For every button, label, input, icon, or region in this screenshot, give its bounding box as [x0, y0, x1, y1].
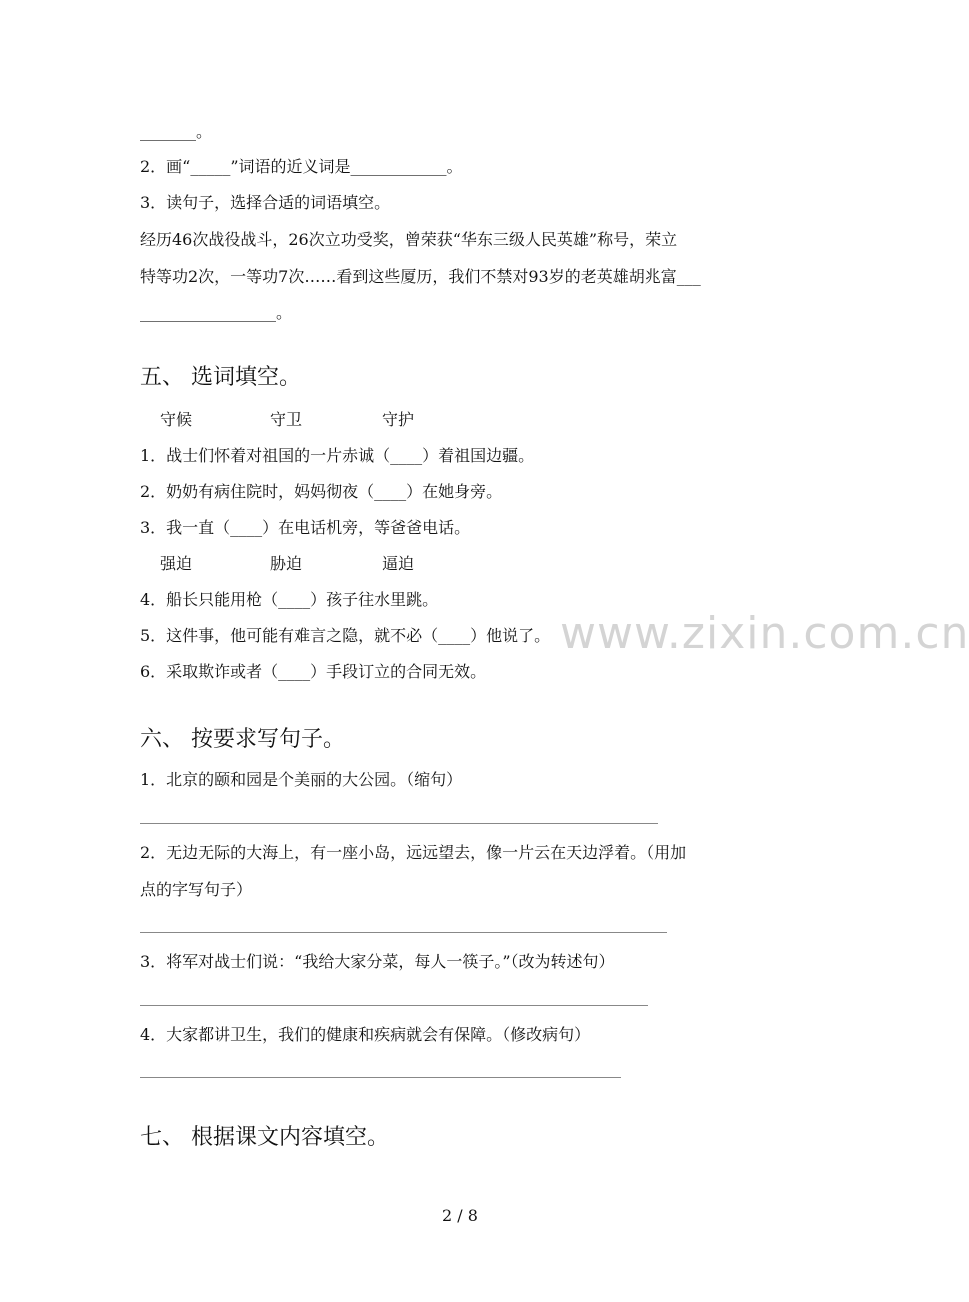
answer-line: [140, 1077, 621, 1078]
answer-line: [140, 823, 658, 824]
section-6-heading: 六、 按要求写句子。: [140, 727, 345, 752]
list-item: 5．这件事，他可能有难言之隐，就不必（____）他说了。: [140, 626, 551, 645]
question-2b: 点的字写句子）: [140, 880, 253, 899]
word-option: 逼迫: [382, 554, 415, 573]
word-option: 强迫: [160, 554, 193, 573]
question-2a: 2．无边无际的大海上，有一座小岛，远远望去，像一片云在天边浮着。（用加: [140, 843, 687, 862]
word-option: 守候: [160, 410, 193, 429]
list-item: 4．船长只能用枪（____）孩子往水里跳。: [140, 590, 439, 609]
section-5-heading: 五、 选词填空。: [140, 365, 301, 390]
question-4: 4．大家都讲卫生，我们的健康和疾病就会有保障。（修改病句）: [140, 1025, 591, 1044]
passage-line-1: 经历46次战役战斗，26次立功受奖，曾荣获“华东三级人民英雄”称号，荣立: [140, 230, 678, 249]
word-option: 守卫: [270, 410, 303, 429]
list-item: 6．采取欺诈或者（____）手段订立的合同无效。: [140, 662, 487, 681]
question-3: 3．将军对战士们说：“我给大家分菜，每人一筷子。”（改为转述句）: [140, 952, 615, 971]
answer-blank-line: _______。: [140, 122, 213, 141]
passage-line-3: _________________。: [140, 303, 293, 322]
question-2: 2．画“_____”词语的近义词是____________。: [140, 157, 463, 176]
word-option: 胁迫: [270, 554, 303, 573]
watermark: www.zixin.com.cn: [560, 608, 969, 659]
page-number: 2 / 8: [442, 1206, 478, 1225]
list-item: 1．战士们怀着对祖国的一片赤诚（____）着祖国边疆。: [140, 446, 535, 465]
question-1: 1．北京的颐和园是个美丽的大公园。（缩句）: [140, 770, 463, 789]
list-item: 2．奶奶有病住院时，妈妈彻夜（____）在她身旁。: [140, 482, 503, 501]
passage-line-2: 特等功2次，一等功7次……看到这些厦历，我们不禁对93岁的老英雄胡兆富___: [140, 267, 701, 286]
question-3: 3．读句子，选择合适的词语填空。: [140, 193, 391, 212]
answer-line: [140, 1005, 648, 1006]
section-7-heading: 七、 根据课文内容填空。: [140, 1125, 389, 1150]
list-item: 3．我一直（____）在电话机旁，等爸爸电话。: [140, 518, 471, 537]
answer-line: [140, 932, 667, 933]
word-option: 守护: [382, 410, 415, 429]
